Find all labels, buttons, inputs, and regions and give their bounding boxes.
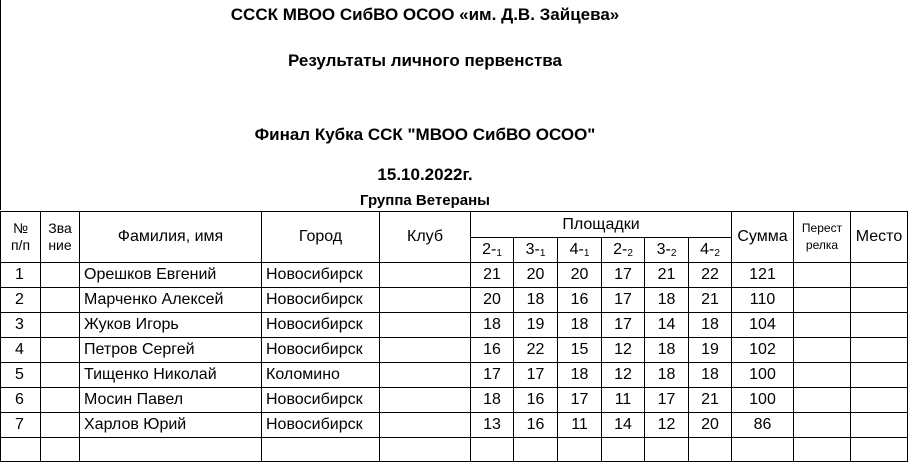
header-rank-line1: Зва <box>48 220 72 236</box>
row-name: Жуков Игорь <box>80 313 262 338</box>
table-row <box>1 263 908 288</box>
header-number-line1: № <box>12 220 29 236</box>
row-number: 7 <box>1 413 41 438</box>
row-city: Новосибирск <box>262 288 380 313</box>
header-area-label: 3- <box>525 241 540 258</box>
header-club: Клуб <box>380 212 471 263</box>
row-city: Новосибирск <box>262 388 380 413</box>
header-shootoff-line2: релка <box>805 238 839 252</box>
group-title: Группа Ветераны <box>360 192 490 209</box>
row-score-3: 11 <box>558 413 602 438</box>
header-area-index: 2 <box>670 248 677 259</box>
row-name: Харлов Юрий <box>80 413 262 438</box>
row-number: 3 <box>1 313 41 338</box>
header-area-index: 2 <box>714 248 720 259</box>
row-score-1: 18 <box>471 388 514 413</box>
row-place <box>851 388 908 413</box>
row-score-2: 20 <box>514 263 558 288</box>
row-sum: 121 <box>732 263 794 288</box>
row-score-2: 16 <box>514 413 558 438</box>
row-score-4: 17 <box>602 263 645 288</box>
row-score-2: 16 <box>514 388 558 413</box>
empty-cell <box>1 438 41 462</box>
row-name: Орешков Евгений <box>80 263 262 288</box>
header-shootoff-line1: Перест <box>801 221 843 235</box>
row-score-4: 12 <box>602 363 645 388</box>
row-number: 6 <box>1 388 41 413</box>
row-city: Новосибирск <box>262 263 380 288</box>
header-number-line2: п/п <box>10 237 31 253</box>
row-name: Тищенко Николай <box>80 363 262 388</box>
row-name: Марченко Алексей <box>80 288 262 313</box>
header-place: Место <box>851 212 908 263</box>
row-city: Коломино <box>262 363 380 388</box>
row-score-3: 20 <box>558 263 602 288</box>
header-area-label: 3- <box>656 241 671 258</box>
table-row <box>1 363 908 388</box>
row-number: 5 <box>1 363 41 388</box>
row-name: Мосин Павел <box>80 388 262 413</box>
table-row-empty <box>1 438 908 462</box>
empty-cell <box>851 438 908 462</box>
empty-cell <box>645 438 689 462</box>
row-score-2: 18 <box>514 288 558 313</box>
row-score-1: 20 <box>471 288 514 313</box>
empty-cell <box>380 438 471 462</box>
row-club <box>380 263 471 288</box>
row-shootoff <box>794 338 851 363</box>
header-areas: Площадки <box>471 212 732 238</box>
header-rank-line2: ние <box>48 237 72 253</box>
row-score-3: 18 <box>558 313 602 338</box>
row-score-3: 15 <box>558 338 602 363</box>
empty-cell <box>471 438 514 462</box>
row-number: 2 <box>1 288 41 313</box>
header-area-2 <box>514 238 558 263</box>
row-score-3: 17 <box>558 388 602 413</box>
row-score-6: 20 <box>689 413 732 438</box>
row-score-5: 18 <box>645 363 689 388</box>
row-shootoff <box>794 413 851 438</box>
row-name: Петров Сергей <box>80 338 262 363</box>
table-row <box>1 288 908 313</box>
report-title: Результаты личного первенства <box>288 51 562 70</box>
header-area-6 <box>689 238 732 263</box>
row-score-1: 21 <box>471 263 514 288</box>
header-area-label: 4- <box>569 241 584 258</box>
empty-cell <box>794 438 851 462</box>
row-place <box>851 338 908 363</box>
empty-cell <box>602 438 645 462</box>
table-row <box>1 313 908 338</box>
row-place <box>851 363 908 388</box>
header-area-index: 1 <box>496 248 502 259</box>
row-score-4: 17 <box>602 288 645 313</box>
row-score-6: 18 <box>689 313 732 338</box>
row-shootoff <box>794 288 851 313</box>
row-score-4: 17 <box>602 313 645 338</box>
header-area-label: 4- <box>700 241 715 258</box>
header-name: Фамилия, имя <box>80 212 262 263</box>
row-sum: 100 <box>732 363 794 388</box>
row-score-4: 14 <box>602 413 645 438</box>
row-club <box>380 413 471 438</box>
row-score-3: 18 <box>558 363 602 388</box>
row-score-1: 16 <box>471 338 514 363</box>
row-score-6: 21 <box>689 388 732 413</box>
row-score-1: 18 <box>471 313 514 338</box>
header-area-4 <box>602 238 645 263</box>
header-area-index: 1 <box>539 248 546 259</box>
empty-cell <box>558 438 602 462</box>
table-row <box>1 413 908 438</box>
row-score-4: 11 <box>602 388 645 413</box>
header-area-5 <box>645 238 689 263</box>
row-rank <box>41 338 80 363</box>
row-score-5: 21 <box>645 263 689 288</box>
header-number <box>1 212 41 263</box>
row-score-1: 17 <box>471 363 514 388</box>
row-club <box>380 288 471 313</box>
competition-date: 15.10.2022г. <box>377 165 473 184</box>
header-shootoff <box>794 212 851 263</box>
row-shootoff <box>794 363 851 388</box>
header-area-index: 2 <box>627 248 633 259</box>
row-number: 1 <box>1 263 41 288</box>
row-score-2: 22 <box>514 338 558 363</box>
header-area-1 <box>471 238 514 263</box>
row-city: Новосибирск <box>262 313 380 338</box>
row-score-4: 12 <box>602 338 645 363</box>
row-score-1: 13 <box>471 413 514 438</box>
row-rank <box>41 413 80 438</box>
row-club <box>380 388 471 413</box>
table-row <box>1 338 908 363</box>
header-area-index: 1 <box>583 248 590 259</box>
results-table <box>0 211 908 462</box>
row-score-6: 18 <box>689 363 732 388</box>
row-sum: 100 <box>732 388 794 413</box>
empty-cell <box>262 438 380 462</box>
row-city: Новосибирск <box>262 338 380 363</box>
row-sum: 110 <box>732 288 794 313</box>
row-sum: 86 <box>732 413 794 438</box>
row-club <box>380 363 471 388</box>
row-score-5: 14 <box>645 313 689 338</box>
row-rank <box>41 388 80 413</box>
row-score-5: 18 <box>645 288 689 313</box>
empty-cell <box>41 438 80 462</box>
row-score-3: 16 <box>558 288 602 313</box>
row-sum: 102 <box>732 338 794 363</box>
row-score-5: 18 <box>645 338 689 363</box>
row-rank <box>41 313 80 338</box>
organization-title: СССК МВОО СибВО ОСОО «им. Д.В. Зайцева» <box>230 5 620 24</box>
row-place <box>851 413 908 438</box>
row-shootoff <box>794 313 851 338</box>
row-score-2: 17 <box>514 363 558 388</box>
row-city: Новосибирск <box>262 413 380 438</box>
row-number: 4 <box>1 338 41 363</box>
table-row <box>1 388 908 413</box>
header-area-label: 2- <box>482 241 497 258</box>
header-area-3 <box>558 238 602 263</box>
empty-cell <box>514 438 558 462</box>
empty-cell <box>732 438 794 462</box>
row-rank <box>41 363 80 388</box>
empty-cell <box>689 438 732 462</box>
row-score-5: 17 <box>645 388 689 413</box>
row-score-6: 19 <box>689 338 732 363</box>
row-rank <box>41 288 80 313</box>
row-shootoff <box>794 263 851 288</box>
row-score-6: 21 <box>689 288 732 313</box>
row-score-5: 12 <box>645 413 689 438</box>
row-club <box>380 313 471 338</box>
header-rank <box>41 212 80 263</box>
row-sum: 104 <box>732 313 794 338</box>
row-score-2: 19 <box>514 313 558 338</box>
competition-title: Финал Кубка ССК "МВОО СибВО ОСОО" <box>254 125 596 144</box>
row-club <box>380 338 471 363</box>
header-area-label: 2- <box>613 241 628 258</box>
row-rank <box>41 263 80 288</box>
row-shootoff <box>794 388 851 413</box>
empty-cell <box>80 438 262 462</box>
row-place <box>851 313 908 338</box>
header-city: Город <box>262 212 380 263</box>
row-score-6: 22 <box>689 263 732 288</box>
row-place <box>851 263 908 288</box>
header-sum: Сумма <box>732 212 794 263</box>
row-place <box>851 288 908 313</box>
